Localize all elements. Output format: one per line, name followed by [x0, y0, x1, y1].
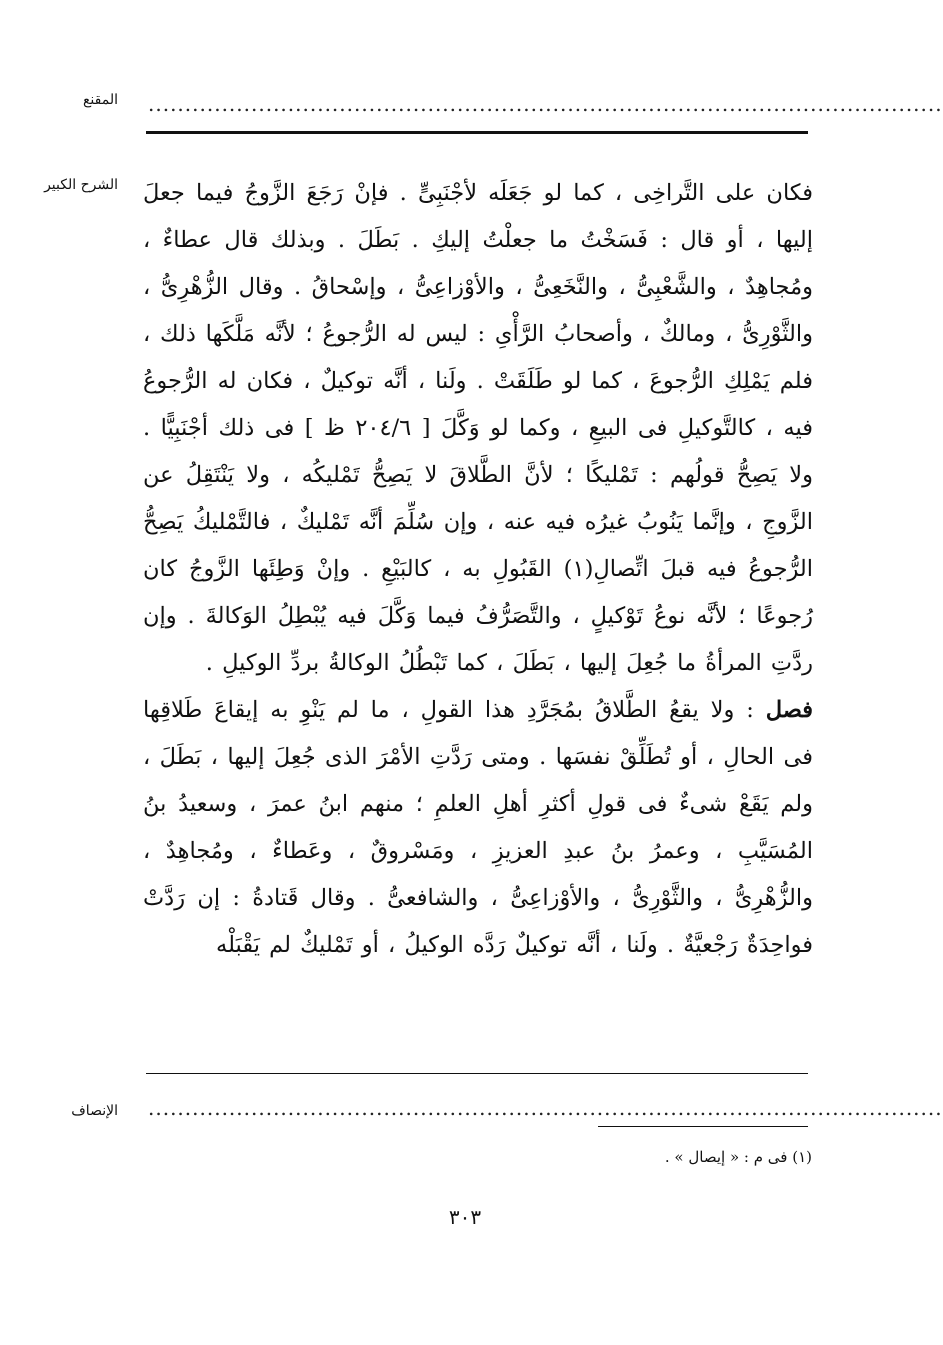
side-label-insaf: الإنصاف [71, 1103, 118, 1119]
page-number: ٣٠٣ [448, 1205, 482, 1229]
header-rule [146, 131, 808, 134]
side-label-sharh: الشرح الكبير [44, 177, 118, 193]
header-dotted-line: ............................................................................................................ [148, 92, 943, 116]
main-text [143, 170, 813, 969]
header-label-muqni: المقنع [82, 92, 118, 108]
lower-rule [146, 1073, 808, 1074]
paragraph-1: فكان على التَّراخِى ، كما لو جَعَلَه لأجْنَبِىٍّ . فإنْ رَجَعَ الزَّوجُ فيما جعلَ إليها ، أو قال : فَسَخْتُ ما جعلْتُ إليكِ . بَطَلَ . وبذلك قال عطاءٌ ، ومُجاهِدٌ ، والشَّعْبِىُّ ، والنَّخَعِىُّ ، والأوْزاعِىُّ ، وإسْحاقُ . وقال الزُّهْرِىُّ ، والثَّوْرِىُّ ، ومالكٌ ، وأصحابُ الرَّأْىِ : ليس له الرُّجوعُ ؛ لأنَّه مَلَّكَها ذلك ، فلم يَمْلِكِ الرُّجوعَ ، كما لو طَلَقَتْ . ولَنا ، أنَّه توكيلٌ ، فكان له الرُّجوعُ فيه ، كالتَّوكيلِ فى البيعِ ، وكما لو وَكَّلَ [ ٢٠٤/٦ ظ ] فى ذلك أجْنَبِيًّا . ولا يَصِحُّ قولُهم : تَمْليكًا ؛ لأنَّ الطَّلاقَ لا يَصِحُّ تَمْليكُه ، ولا يَنْتَقِلُ عن الزَّوجِ ، وإنَّما يَنُوبُ غيرُه فيه عنه ، وإن سُلِّمَ أنَّه تَمْليكٌ ، فالتَّمْليكُ يَصِحُّ الرُّجوعُ فيه قبلَ اتِّصالِ(١) القَبُولِ به ، كالبَيْعِ . وإنْ وَطِئَها الزَّوجُ كان رُجوعًا ؛ لأنَّه نوعُ تَوْكيلٍ ، والتَّصَرُّفُ فيما وَكَّلَ فيه يُبْطِلُ الوَكالةَ . وإن ردَّتِ المرأةُ ما جُعِلَ إليها ، بَطَلَ ، كما تَبْطُلُ الوكالةُ بردِّ الوكيلِ . [143, 180, 814, 676]
fasl-heading: فصل [765, 697, 813, 723]
footnote: (١) فى م : « إيصال » . [664, 1148, 812, 1166]
paragraph-2 [143, 687, 813, 969]
insaf-dotted-line: ............................................................................................................ [148, 1096, 943, 1120]
paragraph-2-text: : ولا يقعُ الطَّلاقُ بمُجَرَّدِ هذا القولِ ، ما لم يَنْوِ به إيقاعَ طَلاقِها فى الحالِ ، أو تُطَلِّقْ نفسَها . ومتى رَدَّتِ الأمْرَ الذى جُعِلَ إليها ، بَطَلَ ، ولم يَقَعْ شىءٌ فى قولِ أكثرِ أهلِ العلمِ ؛ منهم ابنُ عمرَ ، وسعيدُ بنُ المُسَيَّبِ ، وعمرُ بنُ عبدِ العزيزِ ، ومَسْروقٌ ، وعَطاءٌ ، ومُجاهِدٌ ، والزُّهْرِىُّ ، والثَّوْرِىُّ ، والأوْزاعِىُّ ، والشافعىُّ . وقال قَتادةُ : إن رَدَّتْ فواحِدَةٌ رَجْعيَّةٌ . ولَنا ، أنَّه توكيلٌ رَدَّه الوكيلُ ، أو تَمْليكٌ لم يَقْبَلْه [143, 697, 813, 958]
footnote-rule [598, 1126, 808, 1127]
